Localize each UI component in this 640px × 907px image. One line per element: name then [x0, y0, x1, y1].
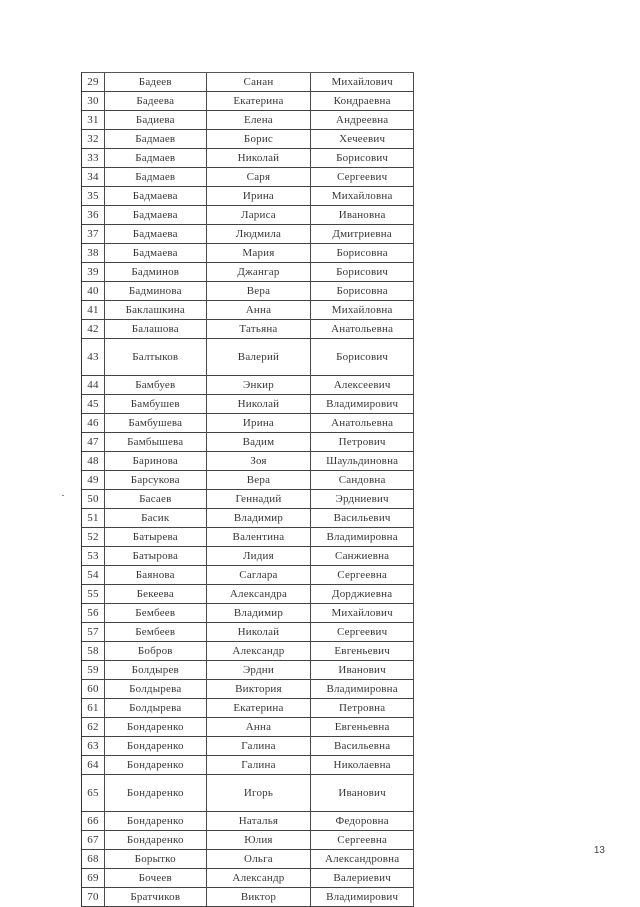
table-row	[82, 888, 414, 907]
row-number: 59	[82, 661, 105, 679]
row-number: 32	[82, 130, 105, 148]
first-name-cell: Лариса	[207, 206, 312, 224]
table-row	[82, 225, 414, 244]
row-number: 57	[82, 623, 105, 641]
first-name-cell: Вера	[207, 471, 312, 489]
row-number: 68	[82, 850, 105, 868]
row-number: 49	[82, 471, 105, 489]
surname-cell: Борытко	[105, 850, 207, 868]
row-number: 67	[82, 831, 105, 849]
surname-cell: Бобров	[105, 642, 207, 660]
table-row	[82, 604, 414, 623]
patronymic-cell: Иванович	[311, 775, 414, 811]
table-row	[82, 149, 414, 168]
row-number: 70	[82, 888, 105, 906]
table-row	[82, 490, 414, 509]
surname-cell: Бамбышева	[105, 433, 207, 451]
patronymic-cell: Петрович	[311, 433, 414, 451]
table-row	[82, 775, 414, 812]
table-row	[82, 509, 414, 528]
surname-cell: Бадиева	[105, 111, 207, 129]
first-name-cell: Борис	[207, 130, 312, 148]
row-number: 40	[82, 282, 105, 300]
patronymic-cell: Борисовна	[311, 282, 414, 300]
patronymic-cell: Алексеевич	[311, 376, 414, 394]
surname-cell: Бондаренко	[105, 775, 207, 811]
surname-cell: Братчиков	[105, 888, 207, 906]
row-number: 53	[82, 547, 105, 565]
patronymic-cell: Борисовна	[311, 244, 414, 262]
table-row	[82, 244, 414, 263]
first-name-cell: Владимир	[207, 509, 312, 527]
patronymic-cell: Евгеньевич	[311, 642, 414, 660]
first-name-cell: Виктория	[207, 680, 312, 698]
surname-cell: Болдырева	[105, 680, 207, 698]
row-number: 63	[82, 737, 105, 755]
first-name-cell: Ирина	[207, 414, 312, 432]
patronymic-cell: Петровна	[311, 699, 414, 717]
first-name-cell: Владимир	[207, 604, 312, 622]
surname-cell: Бамбуев	[105, 376, 207, 394]
first-name-cell: Екатерина	[207, 92, 312, 110]
table-row	[82, 130, 414, 149]
row-number: 39	[82, 263, 105, 281]
first-name-cell: Эрдни	[207, 661, 312, 679]
row-number: 42	[82, 320, 105, 338]
row-number: 60	[82, 680, 105, 698]
surname-cell: Бадеев	[105, 73, 207, 91]
table-row	[82, 680, 414, 699]
first-name-cell: Зоя	[207, 452, 312, 470]
table-row	[82, 395, 414, 414]
first-name-cell: Вера	[207, 282, 312, 300]
surname-cell: Бембеев	[105, 623, 207, 641]
row-number: 66	[82, 812, 105, 830]
table-row	[82, 699, 414, 718]
row-number: 36	[82, 206, 105, 224]
surname-cell: Бондаренко	[105, 831, 207, 849]
row-number: 54	[82, 566, 105, 584]
patronymic-cell: Эрдниевич	[311, 490, 414, 508]
table-row	[82, 642, 414, 661]
patronymic-cell: Анатольевна	[311, 414, 414, 432]
patronymic-cell: Кондраевна	[311, 92, 414, 110]
table-row	[82, 661, 414, 680]
first-name-cell: Елена	[207, 111, 312, 129]
row-number: 47	[82, 433, 105, 451]
surname-cell: Баклашкина	[105, 301, 207, 319]
first-name-cell: Юлия	[207, 831, 312, 849]
patronymic-cell: Анатольевна	[311, 320, 414, 338]
table-row	[82, 566, 414, 585]
row-number: 58	[82, 642, 105, 660]
table-row	[82, 433, 414, 452]
patronymic-cell: Васильевич	[311, 509, 414, 527]
patronymic-cell: Сергеевич	[311, 168, 414, 186]
table-row	[82, 414, 414, 433]
row-number: 51	[82, 509, 105, 527]
table-row	[82, 339, 414, 376]
surname-cell: Бадмаев	[105, 168, 207, 186]
patronymic-cell: Михайлович	[311, 604, 414, 622]
patronymic-cell: Андреевна	[311, 111, 414, 129]
first-name-cell: Энкир	[207, 376, 312, 394]
first-name-cell: Наталья	[207, 812, 312, 830]
first-name-cell: Геннадий	[207, 490, 312, 508]
first-name-cell: Николай	[207, 623, 312, 641]
first-name-cell: Джангар	[207, 263, 312, 281]
row-number: 44	[82, 376, 105, 394]
surname-cell: Балашова	[105, 320, 207, 338]
first-name-cell: Вадим	[207, 433, 312, 451]
table-row	[82, 73, 414, 92]
patronymic-cell: Евгеньевна	[311, 718, 414, 736]
row-number: 48	[82, 452, 105, 470]
first-name-cell: Николай	[207, 149, 312, 167]
first-name-cell: Санан	[207, 73, 312, 91]
table-row	[82, 282, 414, 301]
scan-speck	[62, 495, 64, 496]
row-number: 35	[82, 187, 105, 205]
patronymic-cell: Михайлович	[311, 73, 414, 91]
patronymic-cell: Александровна	[311, 850, 414, 868]
table-row	[82, 812, 414, 831]
table-row	[82, 92, 414, 111]
surname-cell: Бамбушева	[105, 414, 207, 432]
patronymic-cell: Сергеевна	[311, 566, 414, 584]
table-row	[82, 263, 414, 282]
surname-cell: Бадмаева	[105, 187, 207, 205]
patronymic-cell: Владимирович	[311, 395, 414, 413]
patronymic-cell: Михайловна	[311, 301, 414, 319]
patronymic-cell: Борисович	[311, 339, 414, 375]
table-row	[82, 718, 414, 737]
first-name-cell: Людмила	[207, 225, 312, 243]
surname-cell: Баринова	[105, 452, 207, 470]
surname-cell: Бадмаева	[105, 206, 207, 224]
first-name-cell: Лидия	[207, 547, 312, 565]
row-number: 38	[82, 244, 105, 262]
names-table	[81, 72, 414, 907]
row-number: 52	[82, 528, 105, 546]
row-number: 29	[82, 73, 105, 91]
table-row	[82, 547, 414, 566]
first-name-cell: Мария	[207, 244, 312, 262]
table-row	[82, 850, 414, 869]
row-number: 64	[82, 756, 105, 774]
table-row	[82, 869, 414, 888]
patronymic-cell: Санжиевна	[311, 547, 414, 565]
first-name-cell: Галина	[207, 737, 312, 755]
first-name-cell: Галина	[207, 756, 312, 774]
table-row	[82, 471, 414, 490]
first-name-cell: Анна	[207, 301, 312, 319]
patronymic-cell: Николаевна	[311, 756, 414, 774]
patronymic-cell: Борисович	[311, 149, 414, 167]
table-row	[82, 376, 414, 395]
surname-cell: Бондаренко	[105, 812, 207, 830]
first-name-cell: Ольга	[207, 850, 312, 868]
table-row	[82, 301, 414, 320]
surname-cell: Болдырев	[105, 661, 207, 679]
patronymic-cell: Дорджиевна	[311, 585, 414, 603]
table-row	[82, 737, 414, 756]
surname-cell: Бочеев	[105, 869, 207, 887]
table-row	[82, 756, 414, 775]
first-name-cell: Александр	[207, 869, 312, 887]
table-row	[82, 168, 414, 187]
first-name-cell: Ирина	[207, 187, 312, 205]
patronymic-cell: Васильевна	[311, 737, 414, 755]
row-number: 30	[82, 92, 105, 110]
row-number: 62	[82, 718, 105, 736]
surname-cell: Бадмаев	[105, 130, 207, 148]
surname-cell: Бадминова	[105, 282, 207, 300]
surname-cell: Бадеева	[105, 92, 207, 110]
first-name-cell: Николай	[207, 395, 312, 413]
patronymic-cell: Ивановна	[311, 206, 414, 224]
row-number: 56	[82, 604, 105, 622]
table-row	[82, 831, 414, 850]
surname-cell: Бондаренко	[105, 737, 207, 755]
patronymic-cell: Сергеевич	[311, 623, 414, 641]
row-number: 46	[82, 414, 105, 432]
row-number: 31	[82, 111, 105, 129]
patronymic-cell: Дмитриевна	[311, 225, 414, 243]
row-number: 69	[82, 869, 105, 887]
surname-cell: Балтыков	[105, 339, 207, 375]
first-name-cell: Екатерина	[207, 699, 312, 717]
surname-cell: Бондаренко	[105, 756, 207, 774]
first-name-cell: Валерий	[207, 339, 312, 375]
row-number: 45	[82, 395, 105, 413]
table-row	[82, 320, 414, 339]
patronymic-cell: Хечеевич	[311, 130, 414, 148]
surname-cell: Бадмаева	[105, 244, 207, 262]
row-number: 55	[82, 585, 105, 603]
surname-cell: Бадмаева	[105, 225, 207, 243]
row-number: 41	[82, 301, 105, 319]
page-number: 13	[593, 845, 605, 856]
surname-cell: Бадминов	[105, 263, 207, 281]
surname-cell: Бекеева	[105, 585, 207, 603]
patronymic-cell: Иванович	[311, 661, 414, 679]
surname-cell: Басаев	[105, 490, 207, 508]
table-row	[82, 111, 414, 130]
first-name-cell: Александра	[207, 585, 312, 603]
surname-cell: Бембеев	[105, 604, 207, 622]
row-number: 65	[82, 775, 105, 811]
surname-cell: Батырова	[105, 547, 207, 565]
table-row	[82, 452, 414, 471]
patronymic-cell: Федоровна	[311, 812, 414, 830]
surname-cell: Батырева	[105, 528, 207, 546]
patronymic-cell: Михайловна	[311, 187, 414, 205]
table-row	[82, 187, 414, 206]
surname-cell: Бондаренко	[105, 718, 207, 736]
row-number: 61	[82, 699, 105, 717]
table-row	[82, 585, 414, 604]
patronymic-cell: Валериевич	[311, 869, 414, 887]
surname-cell: Баянова	[105, 566, 207, 584]
first-name-cell: Виктор	[207, 888, 312, 906]
row-number: 50	[82, 490, 105, 508]
first-name-cell: Саря	[207, 168, 312, 186]
first-name-cell: Валентина	[207, 528, 312, 546]
patronymic-cell: Шаульдиновна	[311, 452, 414, 470]
surname-cell: Басик	[105, 509, 207, 527]
patronymic-cell: Владимирович	[311, 888, 414, 906]
patronymic-cell: Владимировна	[311, 528, 414, 546]
table-row	[82, 206, 414, 225]
surname-cell: Барсукова	[105, 471, 207, 489]
first-name-cell: Игорь	[207, 775, 312, 811]
row-number: 43	[82, 339, 105, 375]
first-name-cell: Татьяна	[207, 320, 312, 338]
surname-cell: Бадмаев	[105, 149, 207, 167]
patronymic-cell: Сергеевна	[311, 831, 414, 849]
surname-cell: Бамбушев	[105, 395, 207, 413]
first-name-cell: Анна	[207, 718, 312, 736]
patronymic-cell: Сандовна	[311, 471, 414, 489]
first-name-cell: Саглара	[207, 566, 312, 584]
table-row	[82, 528, 414, 547]
first-name-cell: Александр	[207, 642, 312, 660]
patronymic-cell: Владимировна	[311, 680, 414, 698]
surname-cell: Болдырева	[105, 699, 207, 717]
row-number: 37	[82, 225, 105, 243]
row-number: 34	[82, 168, 105, 186]
table-row	[82, 623, 414, 642]
row-number: 33	[82, 149, 105, 167]
patronymic-cell: Борисович	[311, 263, 414, 281]
